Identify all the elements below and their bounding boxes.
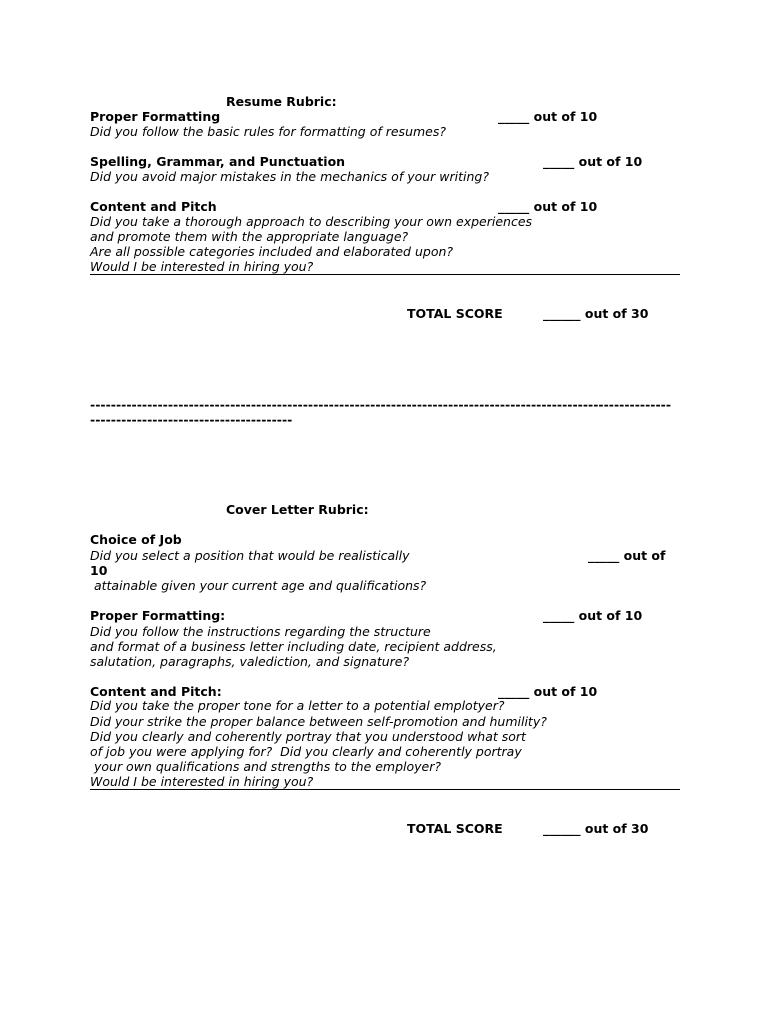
cover-formatting-question-1: Did you follow the instructions regarding the structure bbox=[90, 624, 431, 639]
separator-line-2: --------------------------------------- bbox=[90, 412, 293, 427]
separator-line-1: ---------------------------------------------------------------------------------------------------------------- bbox=[90, 397, 672, 412]
resume-content-question-2: and promote them with the appropriate language? bbox=[90, 229, 409, 244]
cover-job-question-1: Did you select a position that would be realistically bbox=[90, 548, 410, 563]
resume-rubric-heading: Resume Rubric: bbox=[226, 94, 337, 109]
cover-total-label: TOTAL SCORE bbox=[407, 821, 503, 836]
cover-content-question-6: Would I be interested in hiring you? bbox=[90, 774, 314, 789]
cover-content-question-5: your own qualifications and strengths to the employer? bbox=[90, 759, 442, 774]
cover-formatting-score: _____ out of 10 bbox=[543, 608, 643, 623]
resume-content-question-4: Would I be interested in hiring you? bbox=[90, 259, 314, 274]
cover-content-question-2: Did your strike the proper balance between self-promotion and humility? bbox=[90, 714, 547, 729]
cover-formatting-question-2: and format of a business letter including date, recipient address, bbox=[90, 639, 497, 654]
resume-content-question-3: Are all possible categories included and elaborated upon? bbox=[90, 244, 454, 259]
cover-formatting-title: Proper Formatting: bbox=[90, 608, 226, 623]
resume-divider-line bbox=[90, 274, 680, 275]
resume-spelling-title: Spelling, Grammar, and Punctuation bbox=[90, 154, 346, 169]
resume-formatting-score: _____ out of 10 bbox=[498, 109, 598, 124]
resume-total-score: ______ out of 30 bbox=[543, 306, 649, 321]
cover-job-question-2: attainable given your current age and qualifications? bbox=[90, 578, 427, 593]
resume-spelling-score: _____ out of 10 bbox=[543, 154, 643, 169]
cover-total-score: ______ out of 30 bbox=[543, 821, 649, 836]
resume-spelling-question: Did you avoid major mistakes in the mechanics of your writing? bbox=[90, 169, 489, 184]
cover-job-score-value: 10 bbox=[90, 563, 108, 578]
resume-content-question-1: Did you take a thorough approach to describing your own experiences bbox=[90, 214, 533, 229]
resume-content-score: _____ out of 10 bbox=[498, 199, 598, 214]
resume-formatting-question: Did you follow the basic rules for formatting of resumes? bbox=[90, 124, 446, 139]
cover-job-score: _____ out of bbox=[588, 548, 666, 563]
cover-formatting-question-3: salutation, paragraphs, valediction, and signature? bbox=[90, 654, 410, 669]
resume-content-title: Content and Pitch bbox=[90, 199, 217, 214]
cover-letter-rubric-heading: Cover Letter Rubric: bbox=[226, 502, 369, 517]
cover-content-question-1: Did you take the proper tone for a letter to a potential emplotyer? bbox=[90, 698, 505, 713]
cover-content-title: Content and Pitch: bbox=[90, 684, 222, 699]
cover-divider-line bbox=[90, 789, 680, 790]
resume-total-label: TOTAL SCORE bbox=[407, 306, 503, 321]
cover-content-score: _____ out of 10 bbox=[498, 684, 598, 699]
resume-formatting-title: Proper Formatting bbox=[90, 109, 221, 124]
cover-content-question-3: Did you clearly and coherently portray that you understood what sort bbox=[90, 729, 526, 744]
cover-content-question-4: of job you were applying for? Did you clearly and coherently portray bbox=[90, 744, 522, 759]
cover-job-title: Choice of Job bbox=[90, 532, 182, 547]
